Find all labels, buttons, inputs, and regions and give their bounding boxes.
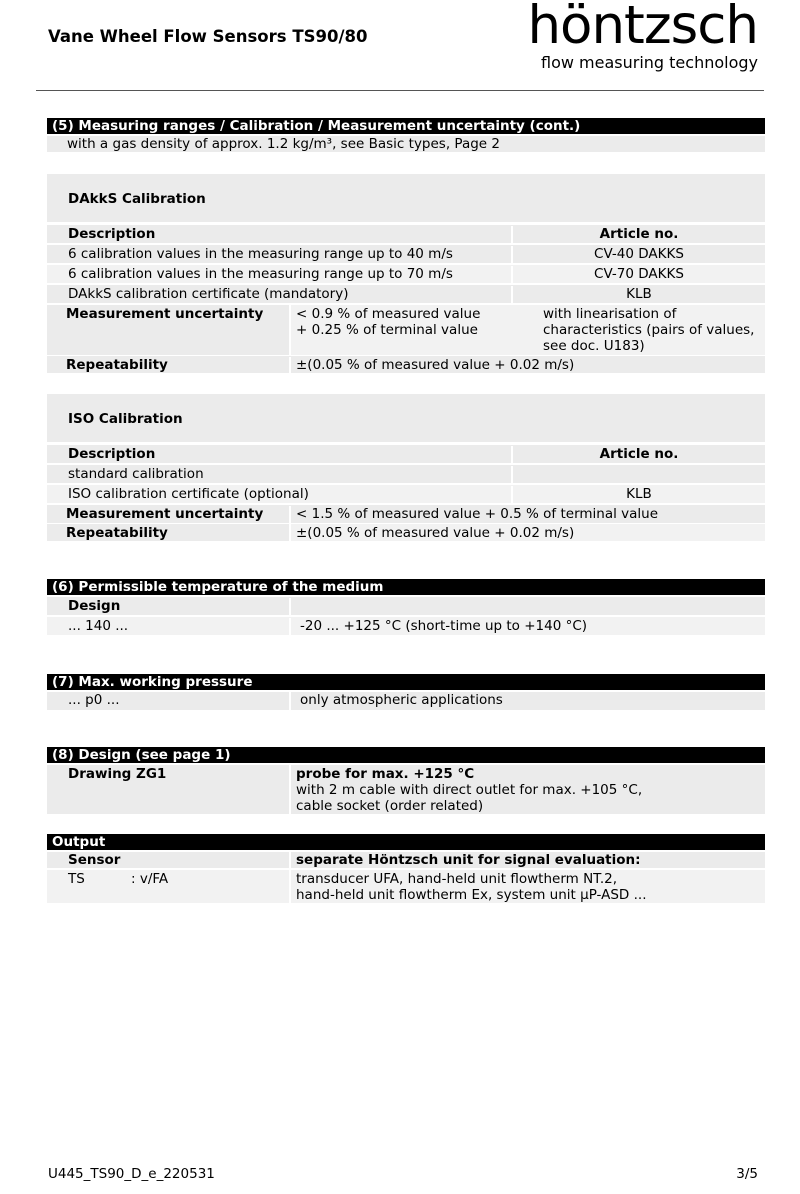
iso-title-row bbox=[47, 394, 765, 442]
dakks-col-description: Description bbox=[47, 226, 513, 244]
output-value-row bbox=[47, 870, 765, 903]
dakks-row-description: 6 calibration values in the measuring range up to 40 m/s bbox=[47, 246, 513, 264]
dakks-uncertainty-note3: see doc. U183) bbox=[543, 338, 645, 354]
dakks-row-description: DAkkS calibration certificate (mandatory) bbox=[47, 286, 513, 304]
dakks-repeatability-row bbox=[47, 356, 765, 373]
output-header-row bbox=[47, 852, 765, 868]
section6-header-row bbox=[47, 597, 765, 615]
dakks-row-article: KLB bbox=[626, 286, 652, 302]
output-heading: Output bbox=[47, 834, 765, 850]
iso-title: ISO Calibration bbox=[68, 411, 183, 427]
dakks-title: DAkkS Calibration bbox=[68, 191, 206, 207]
output-sensor-label: Sensor bbox=[47, 852, 291, 868]
section6-design-label: Design bbox=[47, 598, 291, 616]
output-sensor-cell bbox=[47, 870, 291, 903]
output-unit-line2: hand-held unit flowtherm Ex, system unit µP-ASD ... bbox=[296, 887, 647, 903]
section7-pressure: only atmospheric applications bbox=[300, 692, 503, 708]
section7-heading: (7) Max. working pressure bbox=[47, 674, 765, 690]
output-unit-title: separate Höntzsch unit for signal evaluation: bbox=[296, 852, 641, 868]
section8-probe-line1: with 2 m cable with direct outlet for max. +105 °C, bbox=[296, 782, 643, 798]
table-row bbox=[47, 285, 765, 303]
dakks-row-article: CV-70 DAKKS bbox=[594, 266, 684, 282]
section7-value-row bbox=[47, 692, 765, 710]
iso-repeatability-row bbox=[47, 524, 765, 541]
dakks-repeatability-value: ±(0.05 % of measured value + 0.02 m/s) bbox=[296, 357, 575, 373]
iso-repeatability-label: Repeatability bbox=[47, 524, 291, 541]
dakks-row-description: 6 calibration values in the measuring range up to 70 m/s bbox=[47, 266, 513, 284]
iso-row-description: ISO calibration certificate (optional) bbox=[47, 486, 513, 504]
dakks-col-article: Article no. bbox=[599, 226, 679, 242]
page-title: Vane Wheel Flow Sensors TS90/80 bbox=[48, 27, 368, 46]
footer-doc-id: U445_TS90_D_e_220531 bbox=[48, 1166, 215, 1182]
output-sensor-signal: : v/FA bbox=[131, 871, 169, 887]
footer-page-number: 3/5 bbox=[736, 1166, 758, 1182]
dakks-uncertainty-values bbox=[291, 305, 765, 355]
dakks-uncertainty-row bbox=[47, 305, 765, 355]
section5-note: with a gas density of approx. 1.2 kg/m³, see Basic types, Page 2 bbox=[67, 136, 500, 152]
iso-repeatability-value: ±(0.05 % of measured value + 0.02 m/s) bbox=[296, 525, 575, 541]
brand-tagline: flow measuring technology bbox=[541, 53, 758, 72]
section5-heading: (5) Measuring ranges / Calibration / Measurement uncertainty (cont.) bbox=[47, 118, 765, 134]
section8-probe-line2: cable socket (order related) bbox=[296, 798, 484, 814]
dakks-uncertainty-note1: with linearisation of bbox=[543, 306, 677, 322]
dakks-header-row bbox=[47, 225, 765, 243]
iso-uncertainty-label: Measurement uncertainty bbox=[47, 506, 291, 524]
iso-row-article: KLB bbox=[626, 486, 652, 502]
table-row bbox=[47, 245, 765, 263]
iso-uncertainty-value: < 1.5 % of measured value + 0.5 % of terminal value bbox=[296, 506, 659, 522]
output-unit-line1: transducer UFA, hand-held unit flowtherm NT.2, bbox=[296, 871, 618, 887]
iso-header-row bbox=[47, 445, 765, 463]
output-sensor-code: TS bbox=[68, 871, 85, 887]
iso-uncertainty-row bbox=[47, 505, 765, 523]
section8-heading: (8) Design (see page 1) bbox=[47, 747, 765, 763]
iso-col-description: Description bbox=[47, 446, 513, 464]
dakks-uncertainty-line1: < 0.9 % of measured value bbox=[296, 306, 481, 322]
dakks-repeatability-label: Repeatability bbox=[47, 357, 291, 374]
table-row bbox=[47, 465, 765, 483]
dakks-title-row bbox=[47, 174, 765, 222]
brand-logo: höntzsch bbox=[527, 0, 758, 56]
table-row bbox=[47, 265, 765, 283]
dakks-uncertainty-line2: + 0.25 % of terminal value bbox=[296, 322, 478, 338]
section8-row bbox=[47, 765, 765, 814]
section6-value-row bbox=[47, 617, 765, 635]
dakks-row-article: CV-40 DAKKS bbox=[594, 246, 684, 262]
dakks-uncertainty-note2: characteristics (pairs of values, bbox=[543, 322, 755, 338]
section6-design-value: ... 140 ... bbox=[47, 618, 291, 636]
section5-note-row bbox=[47, 136, 765, 152]
section7-design-value: ... p0 ... bbox=[47, 692, 291, 710]
iso-col-article: Article no. bbox=[599, 446, 679, 462]
table-row bbox=[47, 485, 765, 503]
dakks-uncertainty-label: Measurement uncertainty bbox=[47, 305, 291, 355]
header-divider bbox=[36, 90, 764, 91]
section8-probe-title: probe for max. +125 °C bbox=[296, 766, 475, 782]
iso-row-description: standard calibration bbox=[47, 466, 513, 484]
section8-drawing-label: Drawing ZG1 bbox=[47, 765, 291, 814]
section6-temperature: -20 ... +125 °C (short-time up to +140 °C) bbox=[300, 618, 588, 634]
section6-heading: (6) Permissible temperature of the medium bbox=[47, 579, 765, 595]
